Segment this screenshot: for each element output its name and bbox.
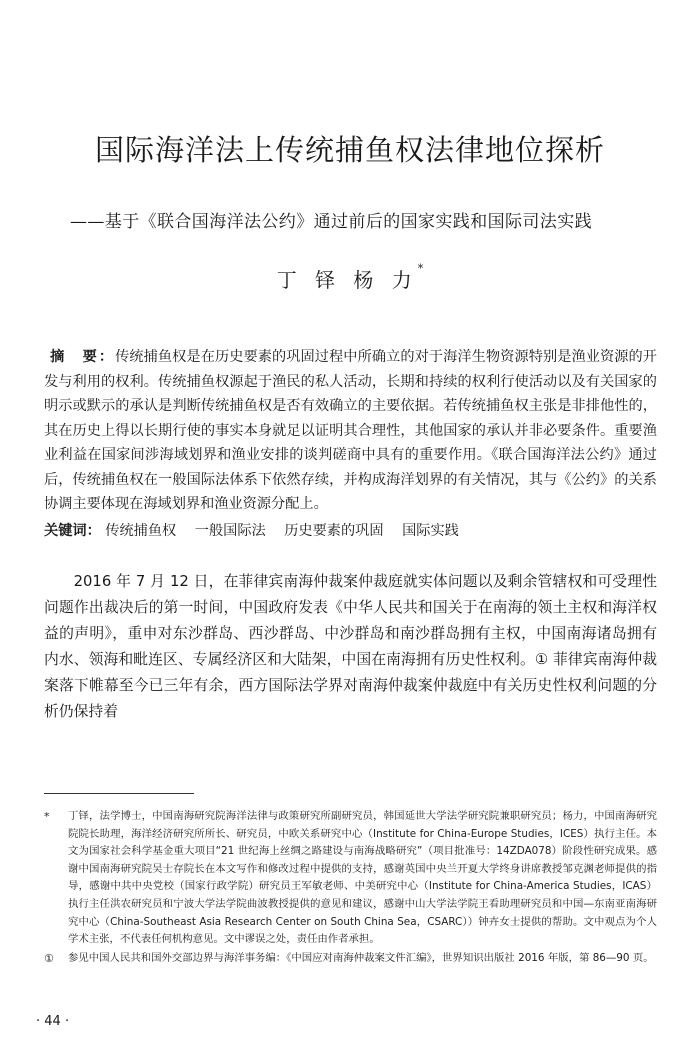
body-paragraph: 2016 年 7 月 12 日，在菲律宾南海仲裁案仲裁庭就实体问题以及剩余管辖权和可受理性问题作出裁决后的第一时间，中国政府发表《中华人民共和国关于在南海的领土主权和海洋权益的声明》，重申对东沙群岛、西沙群岛、中沙群岛和南沙群岛拥有主权，中国南海诸岛拥有内水、领海和毗连区、专属经济区和大陆架，中国在南海拥有历史性权利。① 菲律宾南海仲裁案落下帷幕至今已三年有余，西方国际法学界对南海仲裁案仲裁庭中有关历史性权利问题的分析仍保持着 <box>44 573 657 720</box>
abstract-text: 传统捕鱼权是在历史要素的巩固过程中所确立的对于海洋生物资源特别是渔业资源的开发与利用的权利。传统捕鱼权源起于渔民的私人活动，长期和持续的权利行使活动以及有关国家的明示或默示的承认是判断传统捕鱼权是否有效确立的主要依据。若传统捕鱼权主张是非排他性的，其在历史上得以长期行使的事实本身就足以证明其合理性，其他国家的承认并非必要条件。重要渔业利益在国家间涉海域划界和渔业安排的谈判磋商中具有的重要作用。《联合国海洋法公约》通过后，传统捕鱼权在一般国际法体系下依然存续，并构成海洋划界的有关情况，其与《公约》的关系协调主要体现在海域划界和渔业资源分配上。 <box>44 349 657 512</box>
keyword-item: 历史要素的巩固 <box>284 523 384 539</box>
page-number: · 44 · <box>36 1014 70 1029</box>
abstract <box>44 345 657 517</box>
article-subtitle: ——基于《联合国海洋法公约》通过前后的国家实践和国际司法实践 <box>70 212 592 232</box>
keywords <box>44 519 657 543</box>
footnote-mark: ① <box>44 951 54 965</box>
footnote-item <box>44 808 657 949</box>
body-text <box>44 569 657 725</box>
article-title: 国际海洋法上传统捕鱼权法律地位探析 <box>94 133 605 167</box>
footnote-text: 参见中国人民共和国外交部边界与海洋事务编：《中国应对南海仲裁案文件汇编》，世界知识出版社 2016 年版，第 86—90 页。 <box>68 951 654 964</box>
footnote-mark: * <box>44 810 50 823</box>
footnote-item <box>44 950 657 968</box>
author-footnote-mark[interactable]: * <box>417 262 424 275</box>
footnote-divider <box>44 793 194 794</box>
footnote-text: 丁铎，法学博士，中国南海研究院海洋法律与政策研究所副研究员，韩国延世大学法学研究院兼职研究员；杨力，中国南海研究院院长助理，海洋经济研究所所长、研究员，中欧关系研究中心（Institute for China-Europe Studies，ICES）执行主任。本文为国家社会科学基金重大项目“21 世纪海上丝绸之路建设与南海战略研究”（项目批准号：14ZDA078）阶段性研究成果。感谢中国南海研究院吴士存院长在本文写作和修改过程中提供的支持，感谢英国中央兰开夏大学终身讲席教授邹克渊老师提供的指导，感谢中共中央党校（国家行政学院）研究员王军敏老师、中美研究中心（Institute for China-America Studies，ICAS）执行主任洪农研究员和宁波大学法学院曲波教授提供的意见和建议，感谢中山大学法学院王看助理研究员和中国—东南亚南海研究中心（China-Southeast Asia Research Center on South China Sea，CSARC））钟卉女士提供的帮助。文中观点为个人学术主张，不代表任何机构意见。文中谬误之处，责任由作者承担。 <box>68 810 657 946</box>
keywords-label: 关键词： <box>44 523 101 539</box>
article-authors <box>0 264 700 293</box>
keyword-item: 一般国际法 <box>194 523 266 539</box>
author-names: 丁 铎 杨 力 <box>276 268 418 292</box>
keyword-item: 国际实践 <box>402 523 459 539</box>
keyword-item: 传统捕鱼权 <box>105 523 177 539</box>
footnotes <box>44 808 657 968</box>
abstract-label: 摘 要： <box>50 349 116 365</box>
